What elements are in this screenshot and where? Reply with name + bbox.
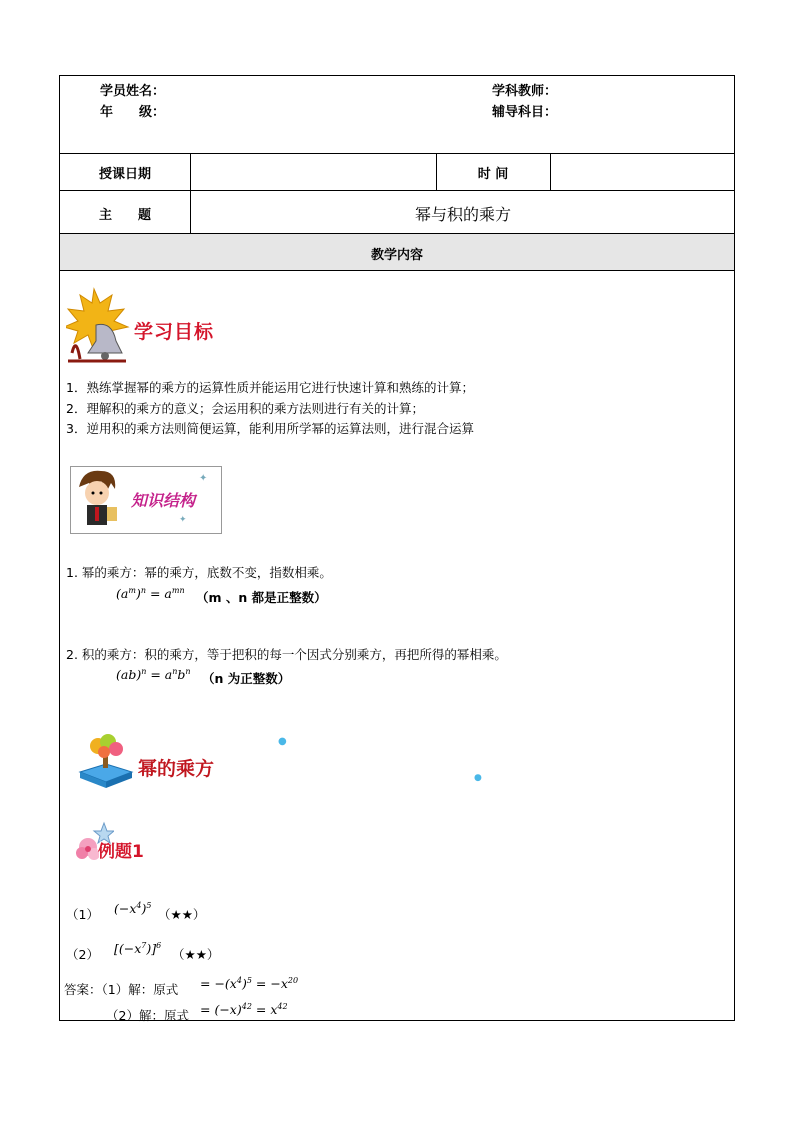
rule-1-note: （m 、n 都是正整数） [196, 590, 327, 605]
student-cartoon-icon [71, 467, 131, 531]
answer-2-formula: = $(-x)^{42} = x^{42}$ [200, 1002, 288, 1018]
question-1-number: （1） [66, 907, 99, 922]
topic-row [60, 191, 734, 234]
goals-banner [66, 281, 226, 366]
knowledge-banner [70, 466, 222, 534]
sparkle-icon: ✦ [199, 473, 208, 484]
student-name-label: 学员姓名： [100, 84, 166, 99]
student-info-row [60, 76, 734, 154]
drop-icon: ● [278, 736, 287, 747]
rule-1-formula: $(a^m)^n = a^{mn}$ [116, 586, 185, 602]
question-2-formula: $[(-x^7)]^6$ [114, 941, 162, 957]
section-title: 幂的乘方 [138, 758, 215, 780]
answer-2-label: （2）解：原式 [106, 1008, 189, 1023]
rule-2-text: 2. 积的乘方：积的乘方，等于把积的每一个因式分别乘方，再把所得的幂相乘。 [66, 647, 507, 662]
sparkle-icon: ✦ [179, 515, 187, 525]
section-banner [76, 732, 276, 788]
lesson-sheet [59, 75, 735, 1021]
example-banner [74, 821, 184, 867]
answer-1-label: 答案：（1）解：原式 [64, 982, 179, 997]
question-2-stars: （★★） [172, 947, 220, 962]
answer-1-formula: = $-(x^4)^5 = -x^{20}$ [200, 976, 299, 992]
grade-label: 年 级： [100, 105, 166, 120]
rule-2-note: （n 为正整数） [202, 671, 291, 686]
time-label: 时 间 [477, 167, 509, 182]
goals-banner-title: 学习目标 [134, 321, 215, 343]
rule-2-formula: $(ab)^n = a^nb^n$ [116, 667, 191, 683]
subject-label: 辅导科目： [492, 105, 558, 120]
question-1-stars: （★★） [158, 907, 206, 922]
content-header-row [60, 234, 734, 271]
rule-1-text: 1. 幂的乘方：幂的乘方，底数不变，指数相乘。 [66, 565, 332, 580]
drop-icon: ● [474, 773, 482, 783]
date-label: 授课日期 [98, 167, 151, 182]
example-banner-title: 例题1 [98, 842, 144, 862]
topic-label: 主 题 [98, 208, 151, 223]
teacher-label: 学科教师： [492, 84, 558, 99]
goal-item-1: 1．熟练掌握幂的乘方的运算性质并能运用它进行快速计算和熟练的计算； [66, 380, 474, 395]
question-2-number: （2） [66, 947, 99, 962]
knowledge-banner-title: 知识结构 [131, 491, 196, 510]
goal-item-2: 2．理解积的乘方的意义；会运用积的乘方法则进行有关的计算； [66, 401, 424, 416]
goal-item-3: 3．逆用积的乘方法则简便运算，能利用所学幂的运算法则，进行混合运算 [66, 421, 474, 436]
content-header: 教学内容 [370, 248, 423, 263]
topic-value: 幂与积的乘方 [414, 205, 511, 224]
schedule-row [60, 154, 734, 191]
book-tree-icon [76, 732, 136, 788]
question-1-formula: $(-x^4)^5$ [114, 901, 152, 917]
